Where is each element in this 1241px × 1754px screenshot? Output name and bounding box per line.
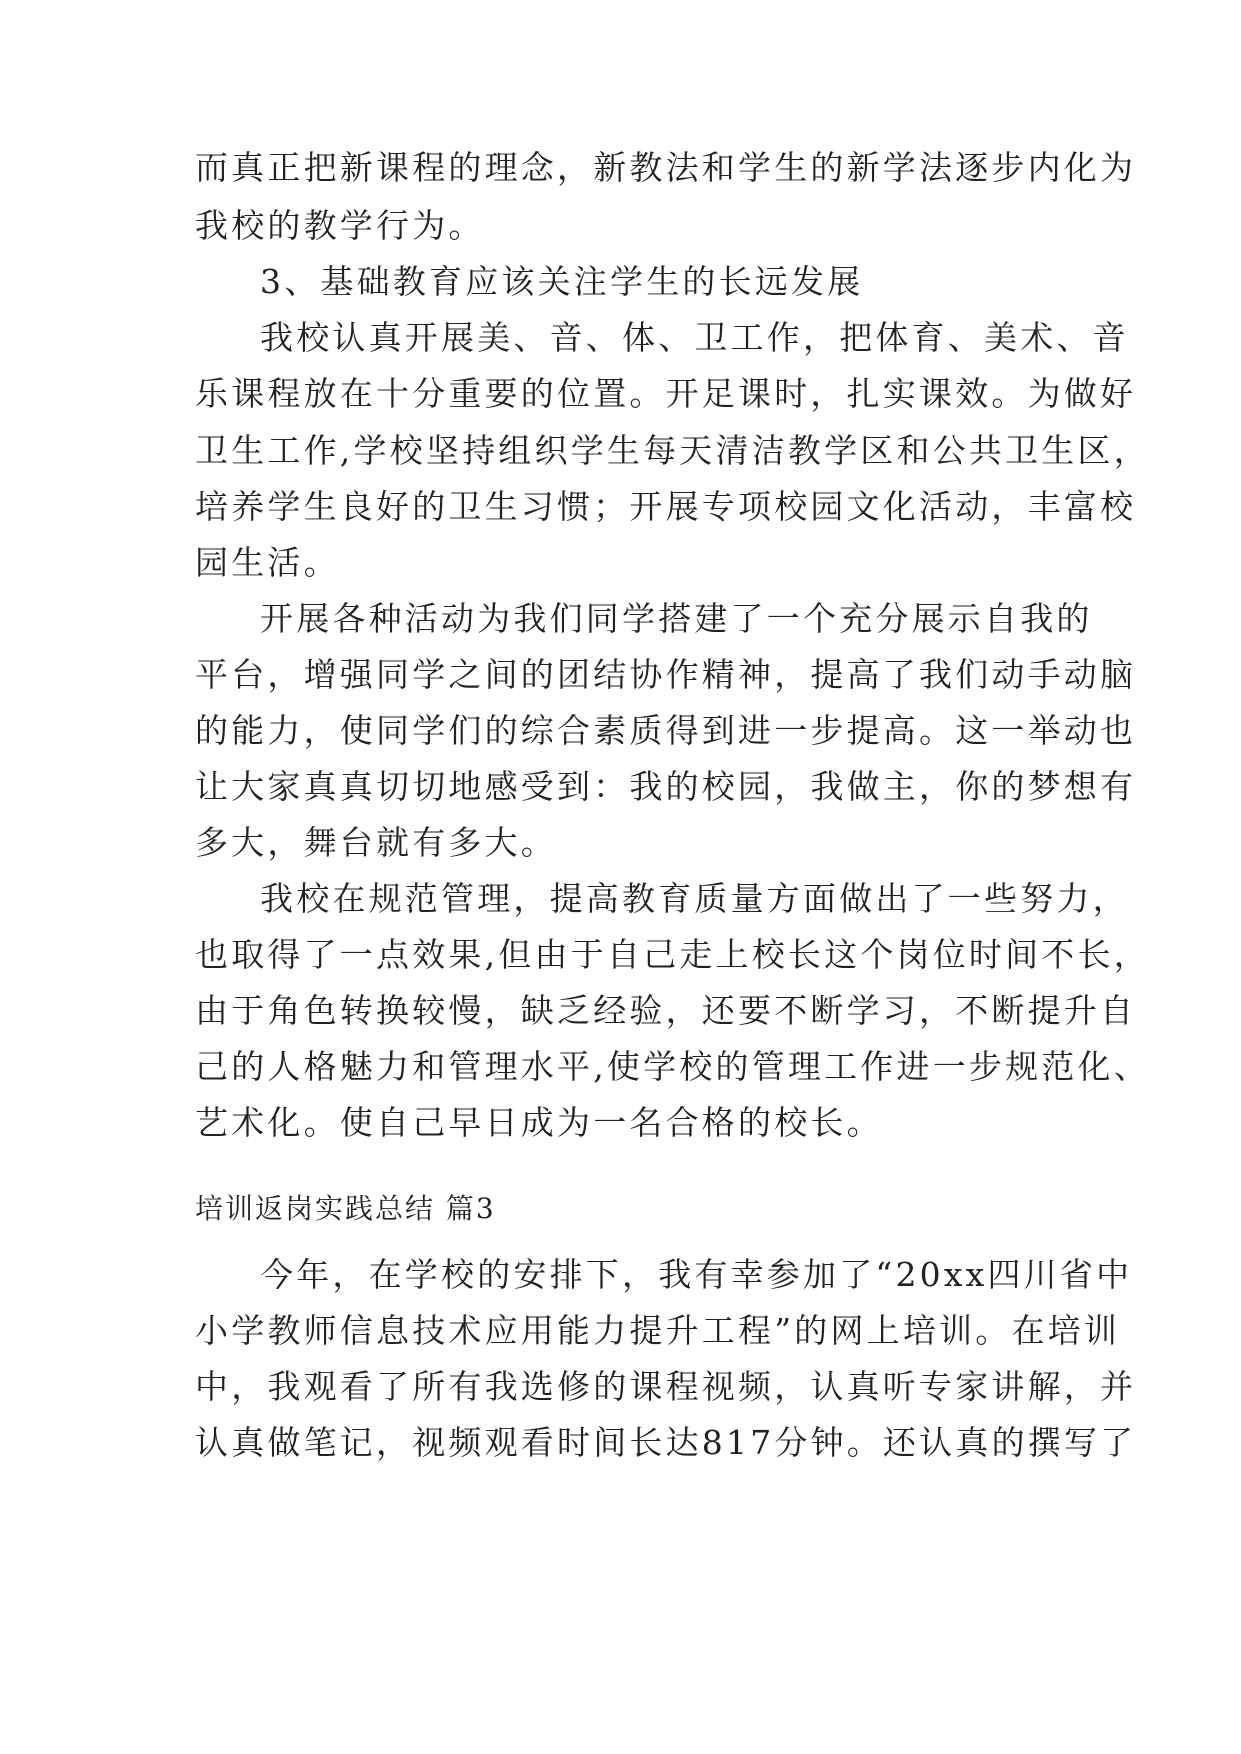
paragraph-line: 我校认真开展美、音、体、卫工作，把体育、美术、音 <box>260 318 1129 357</box>
paragraph-line: 的能力，使同学们的综合素质得到进一步提高。这一举动也 <box>195 711 1137 750</box>
paragraph-line: 培养学生良好的卫生习惯；开展专项校园文化活动，丰富校 <box>195 487 1137 526</box>
paragraph-line: 平台，增强同学之间的团结协作精神，提高了我们动手动脑 <box>195 655 1137 694</box>
paragraph-line: 小学教师信息技术应用能力提升工程”的网上培训。在培训 <box>195 1311 1121 1350</box>
paragraph-line: 艺术化。使自己早日成为一名合格的校长。 <box>195 1103 883 1142</box>
paragraph-line: 中，我观看了所有我选修的课程视频，认真听专家讲解，并 <box>195 1367 1137 1406</box>
paragraph-line: 乐课程放在十分重要的位置。开足课时，扎实课效。为做好 <box>195 374 1137 413</box>
paragraph-line: 我校在规范管理，提高教育质量方面做出了一些努力， <box>260 879 1129 918</box>
section-heading: 培训返岗实践总结 篇3 <box>195 1192 496 1225</box>
paragraph-line: 由于角色转换较慢，缺乏经验，还要不断学习，不断提升自 <box>195 991 1137 1030</box>
paragraph-line: 让大家真真切切地感受到：我的校园，我做主，你的梦想有 <box>195 767 1137 806</box>
paragraph-line: 多大，舞台就有多大。 <box>195 823 557 862</box>
paragraph-line: 我校的教学行为。 <box>195 206 485 245</box>
paragraph-line: 而真正把新课程的理念，新教法和学生的新学法逐步内化为 <box>195 148 1137 187</box>
subheading-line: 3、基础教育应该关注学生的长远发展 <box>260 262 864 301</box>
paragraph-line: 认真做笔记，视频观看时间长达817分钟。还认真的撰写了 <box>195 1423 1137 1462</box>
paragraph-line: 园生活。 <box>195 543 340 582</box>
paragraph-line: 今年，在学校的安排下，我有幸参加了“20xx四川省中 <box>260 1255 1133 1294</box>
paragraph-line: 卫生工作,学校坚持组织学生每天清洁教学区和公共卫生区， <box>195 431 1150 470</box>
paragraph-line: 开展各种活动为我们同学搭建了一个充分展示自我的 <box>260 599 1093 638</box>
paragraph-line: 也取得了一点效果,但由于自己走上校长这个岗位时间不长， <box>195 935 1150 974</box>
paragraph-line: 己的人格魅力和管理水平,使学校的管理工作进一步规范化、 <box>195 1047 1150 1086</box>
